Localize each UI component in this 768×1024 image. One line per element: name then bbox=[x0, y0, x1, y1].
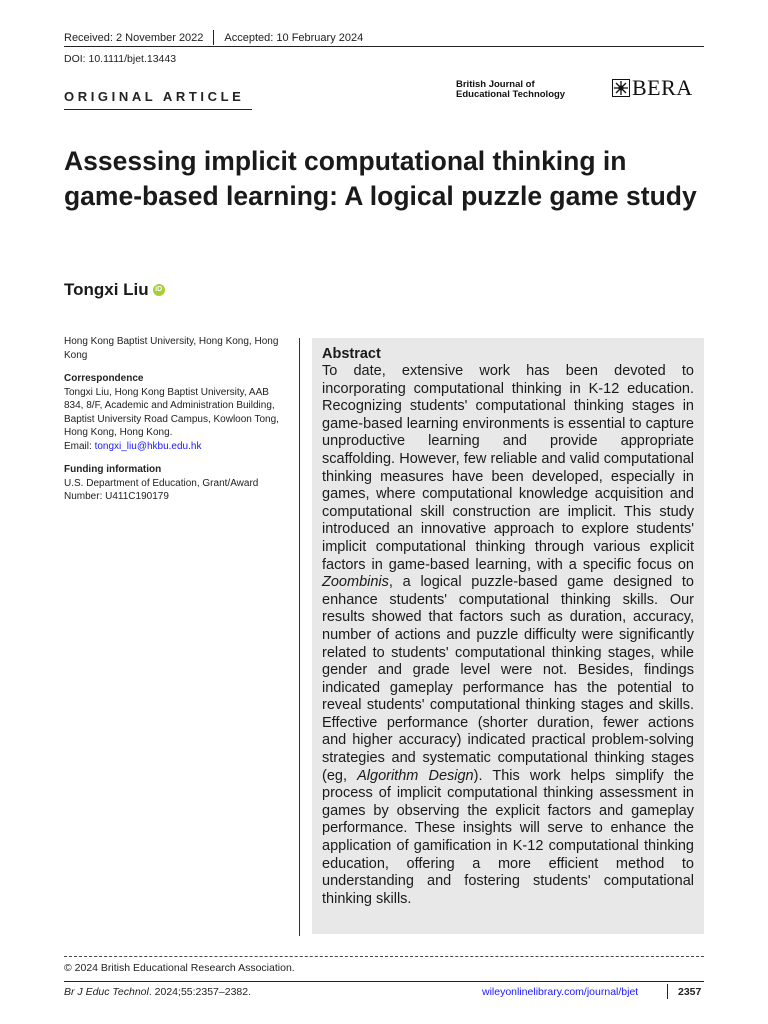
email-label: Email: bbox=[64, 440, 95, 452]
journal-name-line1: British Journal of bbox=[456, 79, 535, 90]
column-divider bbox=[299, 338, 300, 936]
header-rule bbox=[64, 46, 704, 47]
author-line bbox=[64, 280, 165, 300]
journal-name bbox=[456, 80, 565, 100]
orcid-icon[interactable]: iD bbox=[153, 284, 165, 296]
footer-rule bbox=[64, 981, 704, 982]
page-number-divider bbox=[667, 984, 668, 999]
article-type-label: ORIGINAL ARTICLE bbox=[64, 89, 245, 104]
funding-heading: Funding information bbox=[64, 464, 162, 475]
correspondence-heading: Correspondence bbox=[64, 373, 144, 384]
abstract-stage-name: Algorithm Design bbox=[357, 767, 474, 784]
abstract-text-1: To date, extensive work has been devoted to incorporating computational thinking in K-12 education. Recognizing students' computational thinking stages in game-based learning environments is essential to capture unproductive learning and provide appropriate scaffolding. However, few reliable and valid computational thinking measures have been developed, especially in games, where computational knowledge acquisition and computational skill construction are implicit. This study introduced an innovative approach to explore students' implicit computational thinking through various explicit factors in game-based learning, with a specific focus on bbox=[322, 363, 694, 573]
copyright-notice: © 2024 British Educational Research Association. bbox=[64, 962, 295, 974]
doi-link[interactable]: DOI: 10.1111/bjet.13443 bbox=[64, 53, 177, 65]
email-link[interactable]: tongxi_liu@hkbu.edu.hk bbox=[94, 440, 202, 452]
journal-abbrev: Br J Educ Technol bbox=[64, 986, 149, 998]
page-number: 2357 bbox=[678, 986, 702, 998]
author-name[interactable]: Tongxi Liu bbox=[64, 280, 149, 299]
received-date: Received: 2 November 2022 bbox=[64, 31, 204, 44]
footer-dotted-rule bbox=[64, 956, 704, 957]
bera-mark-icon bbox=[612, 79, 630, 97]
article-dates bbox=[64, 30, 363, 45]
bera-logo bbox=[612, 76, 693, 100]
citation-details: . 2024;55:2357–2382. bbox=[148, 986, 252, 998]
abstract-heading: Abstract bbox=[322, 346, 381, 362]
abstract-box bbox=[312, 338, 704, 934]
article-type-underline bbox=[64, 109, 252, 110]
article-title: Assessing implicit computational thinking in game-based learning: A logical puzzle game study bbox=[64, 146, 697, 211]
correspondence-text: Tongxi Liu, Hong Kong Baptist University, AAB 834, 8/F, Academic and Administration Building, Baptist University Road Campus, Kowloon Tong, Hong Kong, Hong Kong. bbox=[64, 386, 279, 438]
abstract-body bbox=[322, 363, 694, 908]
funding-block bbox=[64, 463, 290, 504]
funding-text: U.S. Department of Education, Grant/Award Number: U411C190179 bbox=[64, 477, 259, 502]
date-divider bbox=[213, 30, 214, 45]
correspondence-block bbox=[64, 372, 290, 453]
abstract-game-name: Zoombinis bbox=[322, 574, 389, 591]
journal-url-link[interactable]: wileyonlinelibrary.com/journal/bjet bbox=[482, 986, 639, 998]
affiliation: Hong Kong Baptist University, Hong Kong, Hong Kong bbox=[64, 336, 279, 361]
journal-name-line2: Educational Technology bbox=[456, 89, 566, 100]
bera-wordmark: BERA bbox=[632, 75, 693, 100]
citation bbox=[64, 986, 251, 998]
abstract-text-2: , a logical puzzle-based game designed to enhance students' computational thinking skills. Our results showed that factors such as duration, accuracy, number of actions and puzzle difficulty were significantly related to students' computational thinking stages, while gender and grade level were not. Besides, findings indicated gameplay performance has the potential to reveal students' computational thinking stages and skills. Effective performance (shorter duration, fewer actions and higher accuracy) indicated practical problem-solving strategies and systematic computational thinking stages (eg, bbox=[322, 574, 694, 784]
abstract-text-3: ). This work helps simplify the process of implicit computational thinking assessment in games by observing the explicit factors and gameplay performance. These insights will serve to enhance the application of gamification in K-12 computational thinking education, offering a more efficient method to understanding and fostering students' computational thinking skills. bbox=[322, 767, 694, 907]
author-info-sidebar bbox=[64, 335, 290, 514]
accepted-date: Accepted: 10 February 2024 bbox=[224, 31, 364, 44]
